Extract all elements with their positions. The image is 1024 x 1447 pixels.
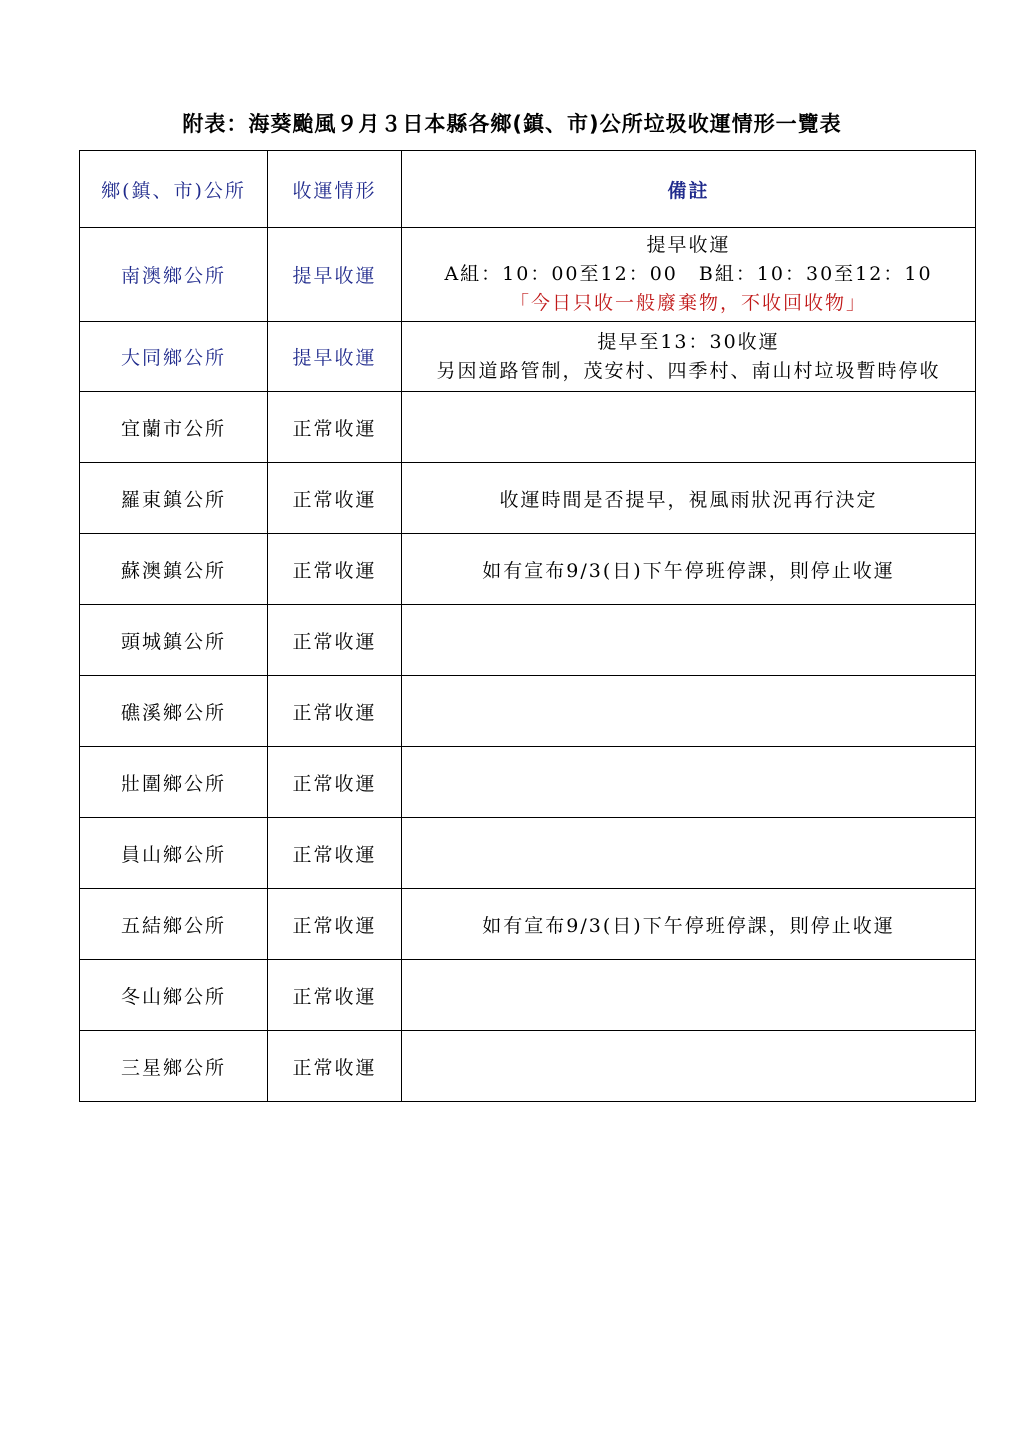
table-row [80, 392, 976, 463]
note-cell [402, 747, 976, 818]
table-row [80, 228, 976, 322]
office-cell: 頭城鎮公所 [80, 605, 268, 676]
status-cell: 正常收運 [268, 392, 402, 463]
column-header-status: 收運情形 [268, 151, 402, 228]
column-header-note: 備註 [402, 151, 976, 228]
note-cell: 收運時間是否提早，視風雨狀況再行決定 [402, 463, 976, 534]
office-cell: 大同鄉公所 [80, 322, 268, 392]
note-cell [402, 818, 976, 889]
page-title: 附表：海葵颱風９月３日本縣各鄉(鎮、市)公所垃圾收運情形一覽表 [182, 112, 842, 136]
status-cell: 正常收運 [268, 1031, 402, 1102]
note-cell [402, 228, 976, 322]
office-cell: 南澳鄉公所 [80, 228, 268, 322]
office-cell: 冬山鄉公所 [80, 960, 268, 1031]
status-cell: 提早收運 [268, 228, 402, 322]
note-line: 提早至13：30收運 [597, 330, 780, 353]
office-cell: 羅東鎮公所 [80, 463, 268, 534]
office-cell: 五結鄉公所 [80, 889, 268, 960]
note-line: 另因道路管制，茂安村、四季村、南山村垃圾暫時停收 [436, 359, 941, 382]
table-row [80, 463, 976, 534]
status-cell: 正常收運 [268, 534, 402, 605]
note-cell: 如有宣布9/3(日)下午停班停課，則停止收運 [402, 534, 976, 605]
garbage-collection-table [79, 150, 976, 1102]
note-cell [402, 676, 976, 747]
column-header-office: 鄉(鎮、市)公所 [80, 151, 268, 228]
table-row [80, 960, 976, 1031]
table-row [80, 534, 976, 605]
office-cell: 壯圍鄉公所 [80, 747, 268, 818]
note-cell [402, 1031, 976, 1102]
note-cell [402, 392, 976, 463]
status-cell: 正常收運 [268, 889, 402, 960]
table-header-row [80, 151, 976, 228]
office-cell: 三星鄉公所 [80, 1031, 268, 1102]
table-row [80, 605, 976, 676]
office-cell: 礁溪鄉公所 [80, 676, 268, 747]
status-cell: 正常收運 [268, 676, 402, 747]
table-row [80, 322, 976, 392]
note-cell: 如有宣布9/3(日)下午停班停課，則停止收運 [402, 889, 976, 960]
table-row [80, 818, 976, 889]
status-cell: 正常收運 [268, 960, 402, 1031]
status-cell: 正常收運 [268, 818, 402, 889]
status-cell: 提早收運 [268, 322, 402, 392]
note-line: 提早收運 [646, 234, 731, 256]
note-cell [402, 322, 976, 392]
office-cell: 蘇澳鎮公所 [80, 534, 268, 605]
note-line: A組：10：00至12：00 B組：10：30至12：10 [444, 263, 933, 285]
table-row [80, 889, 976, 960]
status-cell: 正常收運 [268, 605, 402, 676]
table-row [80, 1031, 976, 1102]
note-alert: 「今日只收一般廢棄物，不收回收物」 [509, 292, 867, 314]
table-row [80, 676, 976, 747]
office-cell: 宜蘭市公所 [80, 392, 268, 463]
status-cell: 正常收運 [268, 463, 402, 534]
status-cell: 正常收運 [268, 747, 402, 818]
table-row [80, 747, 976, 818]
note-cell [402, 605, 976, 676]
office-cell: 員山鄉公所 [80, 818, 268, 889]
note-cell [402, 960, 976, 1031]
